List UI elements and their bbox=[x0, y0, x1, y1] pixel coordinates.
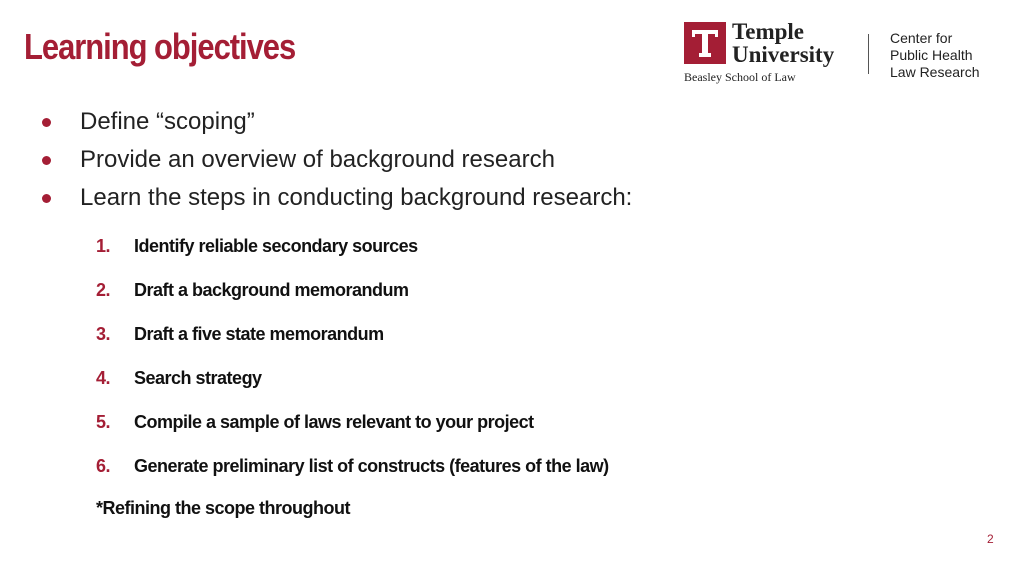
objective-text: Define “scoping” bbox=[80, 108, 255, 135]
objective-item bbox=[40, 182, 632, 220]
school-name: Beasley School of Law bbox=[684, 70, 796, 84]
objective-text: Learn the steps in conducting background research: bbox=[80, 184, 633, 211]
temple-t-logo-icon bbox=[684, 22, 726, 64]
step-number: 2. bbox=[96, 280, 111, 300]
step-text: Generate preliminary list of constructs (features of the law) bbox=[134, 456, 609, 476]
logo-divider bbox=[868, 34, 869, 74]
step-number: 1. bbox=[96, 236, 111, 256]
step-item bbox=[96, 232, 609, 276]
logo-block bbox=[684, 20, 1004, 90]
step-number: 5. bbox=[96, 412, 111, 432]
center-name: Center for Public Health Law Research bbox=[890, 30, 980, 80]
step-item bbox=[96, 364, 609, 408]
step-item bbox=[96, 452, 609, 496]
step-number: 3. bbox=[96, 324, 111, 344]
step-item bbox=[96, 320, 609, 364]
objective-item bbox=[40, 106, 632, 144]
bullet-dot-icon bbox=[42, 194, 51, 203]
step-number: 6. bbox=[96, 456, 111, 476]
slide-title: Learning objectives bbox=[24, 26, 296, 67]
objective-item bbox=[40, 144, 632, 182]
step-text: Search strategy bbox=[134, 368, 262, 388]
steps-list bbox=[96, 232, 609, 496]
step-text: Draft a five state memorandum bbox=[134, 324, 384, 344]
bullet-dot-icon bbox=[42, 156, 51, 165]
bullet-dot-icon bbox=[42, 118, 51, 127]
step-text: Compile a sample of laws relevant to your project bbox=[134, 412, 534, 432]
step-item bbox=[96, 408, 609, 452]
university-name: Temple University bbox=[732, 19, 835, 67]
refine-note: *Refining the scope throughout bbox=[96, 498, 350, 518]
page-number: 2 bbox=[987, 532, 994, 546]
objective-text: Provide an overview of background research bbox=[80, 146, 555, 173]
step-number: 4. bbox=[96, 368, 111, 388]
step-text: Identify reliable secondary sources bbox=[134, 236, 418, 256]
step-item bbox=[96, 276, 609, 320]
step-text: Draft a background memorandum bbox=[134, 280, 409, 300]
objectives-list bbox=[40, 106, 632, 220]
